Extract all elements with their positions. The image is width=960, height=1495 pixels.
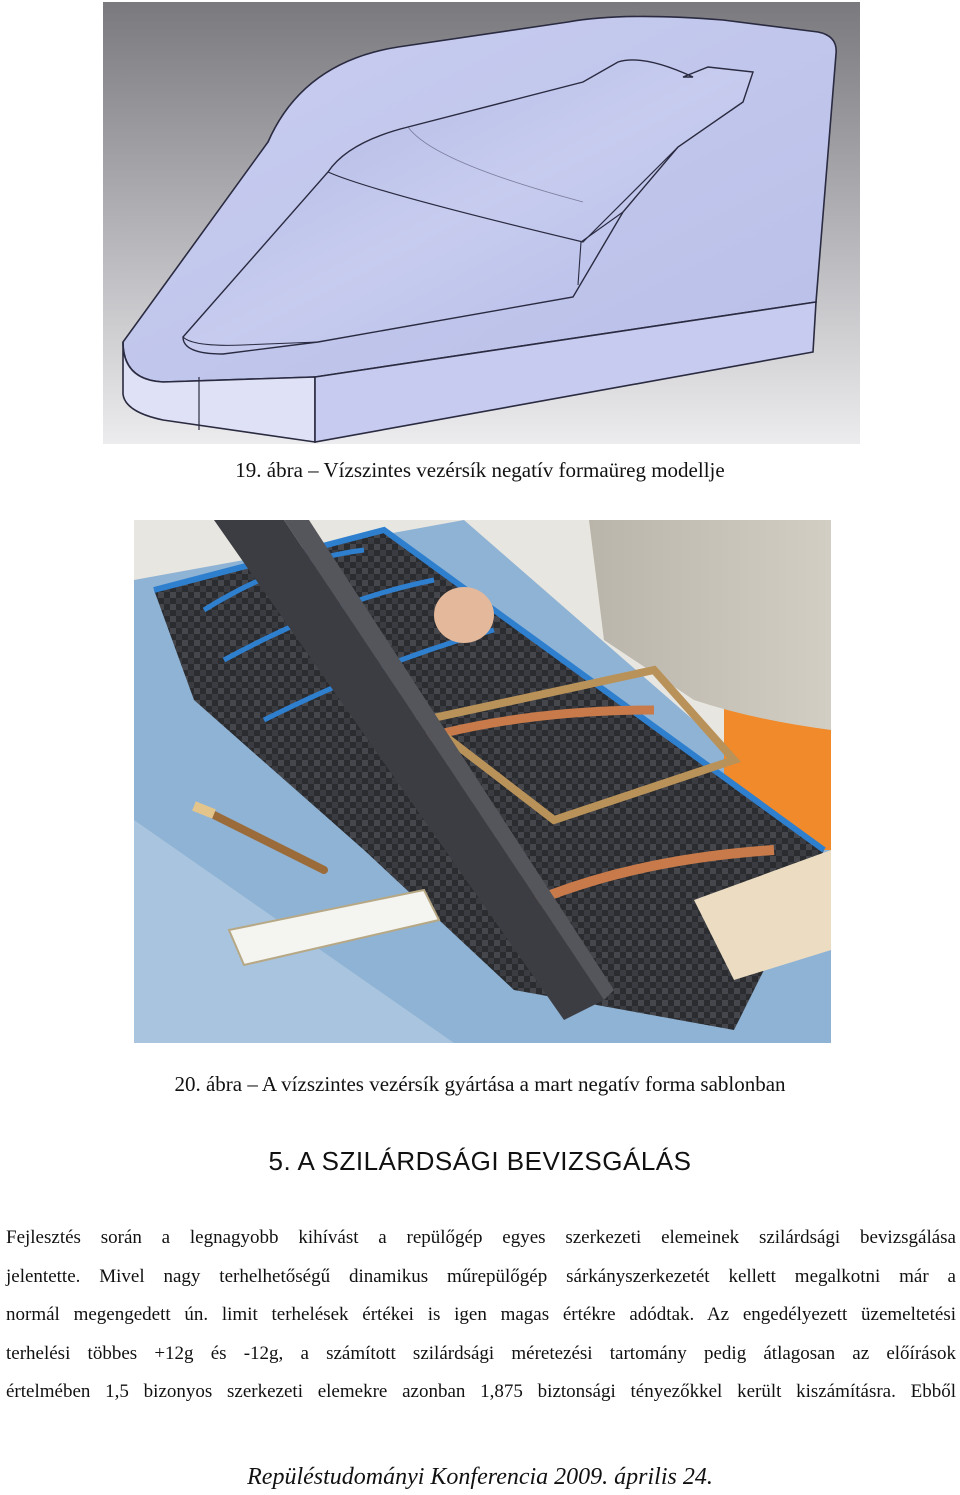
figure-19-cad-mould-image: [103, 2, 860, 444]
paragraph-line: Fejlesztés során a legnagyobb kihívást a repülőgép egyes szerkezeti elemeinek szilárdsági bevizsgálása: [6, 1227, 956, 1248]
paragraph-line: terhelési többes +12g és -12g, a számított szilárdsági méretezési tartomány pedig átlagosan az előírások: [6, 1342, 956, 1364]
figure-20-caption: 20. ábra – A vízszintes vezérsík gyártása a mart negatív forma sablonban: [174, 1072, 786, 1096]
paragraph-line: értelmében 1,5 bizonyos szerkezeti elemekre azonban 1,875 biztonsági tényezőkkel került kiszámításra. Ebből: [6, 1381, 956, 1402]
figure-20-production-photo: [134, 520, 831, 1043]
paragraph-line: jelentette. Mivel nagy terhelhetőségű dinamikus műrepülőgép sárkányszerkezetét kellett megalkotni már a: [6, 1265, 956, 1287]
paragraph-line: normál megengedett ún. limit terhelések értékei is igen magas értékre adódtak. Az engedélyezett üzemeltetési: [6, 1304, 956, 1325]
section-title: 5. A SZILÁRDSÁGI BEVIZSGÁLÁS: [268, 1146, 692, 1176]
body-paragraph: [6, 1219, 956, 1412]
page-footer: Repüléstudományi Konferencia 2009. április 24.: [247, 1464, 713, 1490]
figure-19-caption: 19. ábra – Vízszintes vezérsík negatív formaüreg modellje: [235, 458, 725, 482]
